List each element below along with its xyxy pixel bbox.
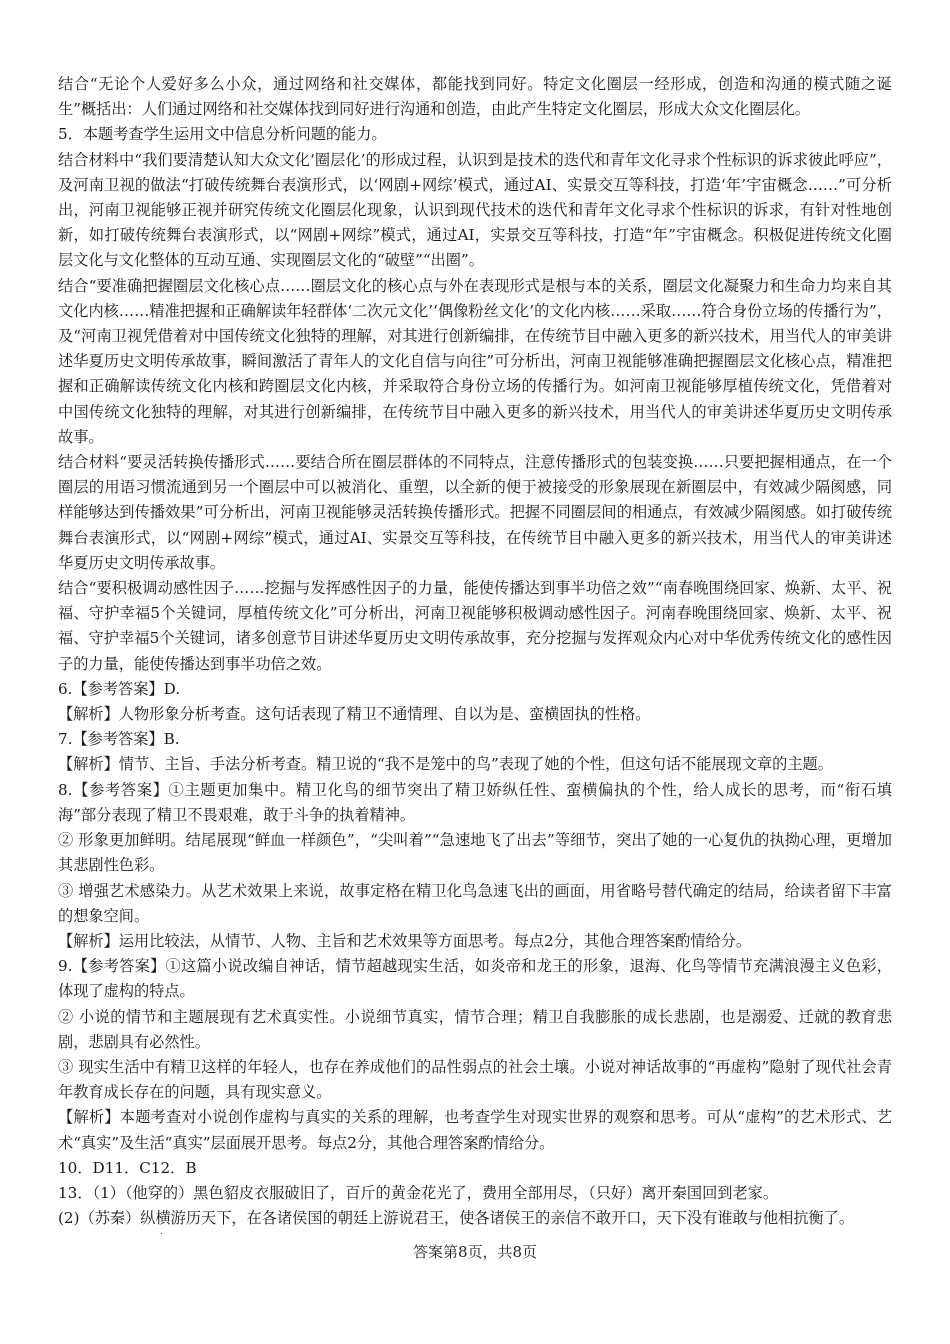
- q8-point-3: ③ 增强艺术感染力。从艺术效果上来说，故事定格在精卫化鸟急速飞出的画面，用省略号替代确定的结局，给读者留下丰富的想象空间。: [58, 881, 892, 925]
- q5-point-1: 结合材料中“我们要清楚认知大众文化‘圈层化’的形成过程，认识到是技术的迭代和青年文化寻求个性标识的诉求彼此呼应”，及河南卫视的做法“打破传统舞台表演形式，以‘网剧+网综’模式，通过AI、实景交互等科技，打造‘年’宇宙概念……”可分析出，河南卫视能够正视并研究传统文化圈层化现象，认识到现代技术的迭代和青年文化寻求个性标识的诉求，有针对性地创新，如打破传统舞台表演形式，以“网剧+网综”模式，通过AI，实景交互等科技，打造“年”宇宙概念。积极促进传统文化圈层文化与文化整体的互动互通、实现圈层文化的“破壁”“出圈”。: [58, 150, 892, 270]
- q5-point-2: 结合“要准确把握圈层文化核心点……圈层文化的核心点与外在表现形式是根与本的关系，圈层文化凝聚力和生命力均来自其文化内核……精准把握和正确解读年轻群体‘二次元文化’‘偶像粉丝文化’的文化内核……采取……符合身份立场的传播行为”，及“河南卫视凭借着对中国传统文化独特的理解，对其进行创新编排，在传统节目中融入更多的新兴技术，用当代人的审美讲述华夏历史文明传承故事，瞬间激活了青年人的文化自信与向往”可分析出，河南卫视能够准确把握圈层文化核心点，精准把握和正确解读传统文化内核和跨圈层文化内核，并采取符合身份立场的传播行为。如河南卫视能够厚植传统文化，凭借着对中国传统文化独特的理解，对其进行创新编排，在传统节目中融入更多的新兴技术，用当代人的审美讲述华夏历史文明传承故事。: [58, 276, 892, 446]
- q5-point-4: 结合“要积极调动感性因子……挖掘与发挥感性因子的力量，能使传播达到事半功倍之效”“南春晚围绕回家、焕新、太平、祝福、守护幸福5个关键词，厚植传统文化”可分析出，河南卫视能够积极调动感性因子。河南春晚围绕回家、焕新、太平、祝福、守护幸福5个关键词，诸多创意节目讲述华夏历史文明传承故事，充分挖掘与发挥观众内心对中华优秀传统文化的感性因子的力量，能使传播达到事半功倍之效。: [58, 579, 892, 673]
- q5-point-3: 结合材料“要灵活转换传播形式……要结合所在圈层群体的不同特点，注意传播形式的包装变换……只要把握相通点，在一个圈层的用语习惯流通到另一个圈层中可以被消化、重塑，以全新的便于被接受的形象展现在新圈层中，有效减少隔阂感，同样能够达到传播效果”可分析出，河南卫视能够灵活转换传播形式。把握不同圈层间的相通点，有效减少隔阂感。如打破传统舞台表演形式，以“网剧+网综”模式，通过AI、实景交互等科技，在传统节目中融入更多的新兴技术，用当代人的审美讲述华夏历史文明传承故事。: [58, 453, 892, 572]
- q9-answer: 9.【参考答案】①这篇小说改编自神话，情节超越现实生活，如炎帝和龙王的形象，退海、化鸟等情节充满浪漫主义色彩，体现了虚构的特点。: [58, 957, 892, 1001]
- q10-12-answers: 10．D11．C12．B: [58, 1158, 197, 1177]
- q6-analysis: 【解析】人物形象分析考查。这句话表现了精卫不通情理、自以为是、蛮横固执的性格。: [58, 705, 651, 724]
- q9-point-2: ② 小说的情节和主题展现有艺术真实性。小说细节真实，情节合理；精卫自我膨胀的成长悲剧，也是溺爱、迁就的教育悲剧，悲剧具有必然性。: [58, 1007, 892, 1051]
- q8-answer: 8.【参考答案】①主题更加集中。精卫化鸟的细节突出了精卫娇纵任性、蛮横偏执的个性，给人成长的思考，而“衔石填海”部分表现了精卫不畏艰难，敢于斗争的执着精神。: [58, 780, 892, 824]
- page-footer: 答案第8页，共8页: [412, 1243, 538, 1261]
- q5-heading: 5．本题考查学生运用文中信息分析问题的能力。: [58, 125, 387, 144]
- q8-analysis: 【解析】运用比较法，从情节、人物、主旨和艺术效果等方面思考。每点2分，其他合理答案酌情给分。: [58, 931, 752, 950]
- q9-point-3: ③ 现实生活中有精卫这样的年轻人，也存在养成他们的品性弱点的社会土壤。小说对神话故事的“再虚构”隐射了现代社会青年教育成长存在的问题，具有现实意义。: [58, 1057, 892, 1102]
- q6-answer: 6.【参考答案】D.: [58, 679, 181, 698]
- q8-point-2: ② 形象更加鲜明。结尾展现“鲜血一样颜色”，“尖叫着”“急速地飞了出去”等细节，突出了她的一心复仇的执拗心理，更增加其悲剧性色彩。: [58, 831, 892, 875]
- q7-analysis: 【解析】情节、主旨、手法分析考查。精卫说的“我不是笼中的鸟”表现了她的个性，但这句话不能展现文章的主题。: [58, 755, 833, 774]
- q7-answer: 7.【参考答案】B.: [58, 730, 180, 749]
- answer-body: [58, 72, 892, 1231]
- stray-dot: ·: [160, 1229, 164, 1240]
- q13-part-2: (2)（苏秦）纵横游历天下，在各诸侯国的朝廷上游说君王，使各诸侯王的亲信不敢开口，天下没有谁敢与他相抗衡了。: [58, 1209, 855, 1228]
- q9-analysis: 【解析】本题考查对小说创作虚构与真实的关系的理解，也考查学生对现实世界的观察和思考。可从“虚构”的艺术形式、艺术“真实”及生活“真实”层面展开思考。每点2分，其他合理答案酌情给分。: [58, 1108, 892, 1152]
- paragraph-1: 结合“无论个人爱好多么小众，通过网络和社交媒体，都能找到同好。特定文化圈层一经形成，创造和沟通的模式随之诞生”概括出：人们通过网络和社交媒体找到同好进行沟通和创造，由此产生特定文化圈层，形成大众文化圈层化。: [58, 75, 892, 119]
- q13-part-1: 13．（1）（他穿的）黑色貂皮衣服破旧了，百斤的黄金花光了，费用全部用尽，（只好）离开秦国回到老家。: [58, 1183, 779, 1202]
